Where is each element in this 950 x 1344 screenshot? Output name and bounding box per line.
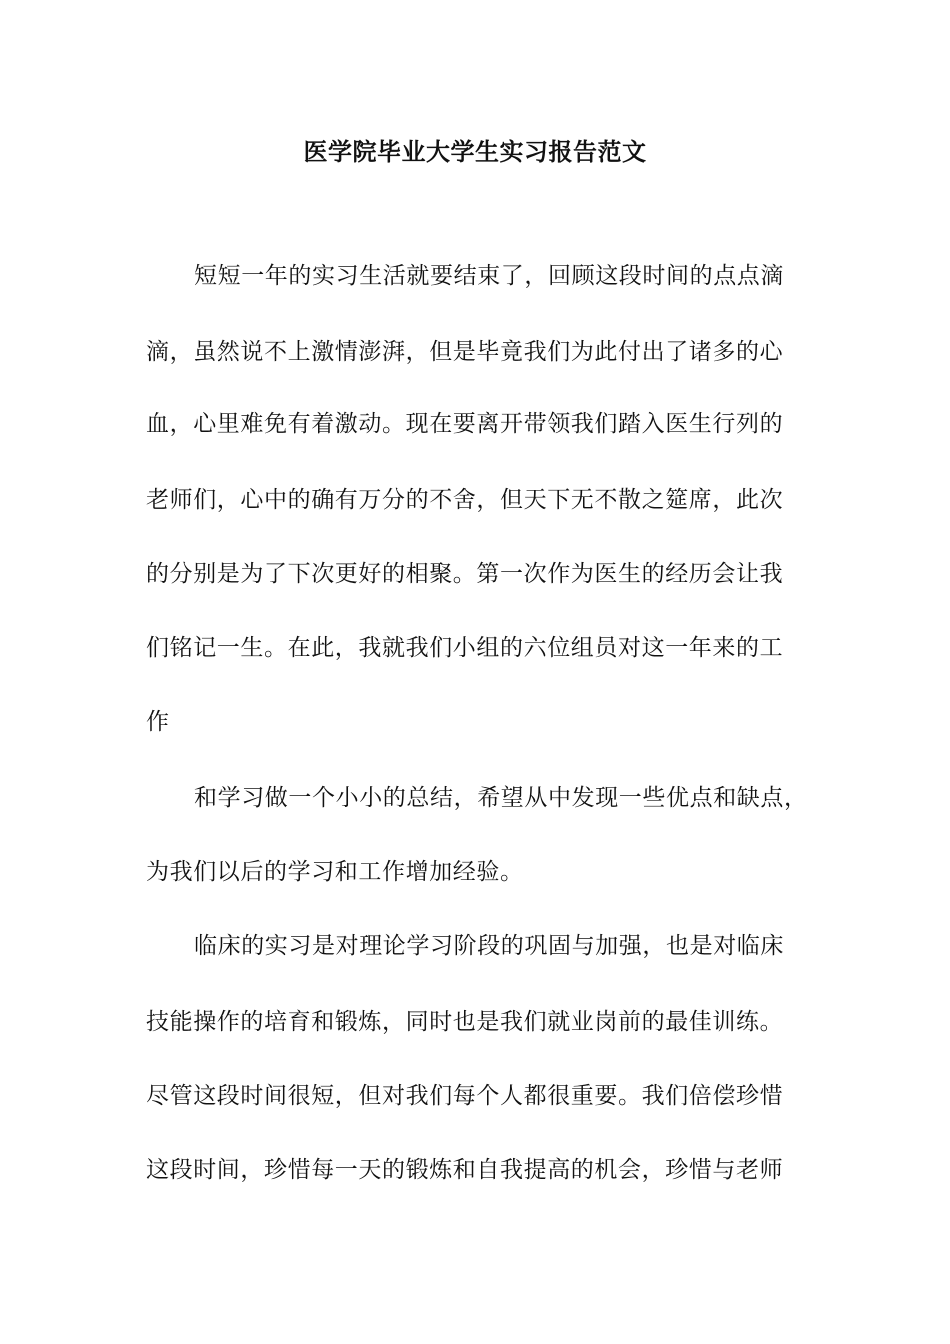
paragraph-line: 尽管这段时间很短，但对我们每个人都很重要。我们倍偿珍惜	[146, 1083, 784, 1109]
paragraph-line: 滴，虽然说不上激情澎湃，但是毕竟我们为此付出了诸多的心	[146, 339, 784, 365]
paragraph-line: 这段时间，珍惜每一天的锻炼和自我提高的机会，珍惜与老师	[146, 1157, 784, 1183]
paragraph-line: 的分别是为了下次更好的相聚。第一次作为医生的经历会让我	[146, 561, 784, 587]
document-title: 医学院毕业大学生实习报告范文	[303, 137, 647, 166]
paragraph-line: 们铭记一生。在此，我就我们小组的六位组员对这一年来的工	[146, 635, 784, 661]
paragraph-line: 临床的实习是对理论学习阶段的巩固与加强，也是对临床	[194, 933, 784, 959]
paragraph-line: 技能操作的培育和锻炼，同时也是我们就业岗前的最佳训练。	[146, 1009, 784, 1035]
paragraph-line: 短短一年的实习生活就要结束了，回顾这段时间的点点滴	[194, 263, 784, 289]
paragraph-line: 作	[146, 709, 170, 735]
paragraph-line: 血，心里难免有着激动。现在要离开带领我们踏入医生行列的	[146, 411, 784, 437]
paragraph-line: 老师们，心中的确有万分的不舍，但天下无不散之筵席，此次	[146, 487, 784, 513]
paragraph-line: 为我们以后的学习和工作增加经验。	[146, 859, 524, 885]
paragraph-line: 和学习做一个小小的总结，希望从中发现一些优点和缺点，	[194, 785, 808, 811]
